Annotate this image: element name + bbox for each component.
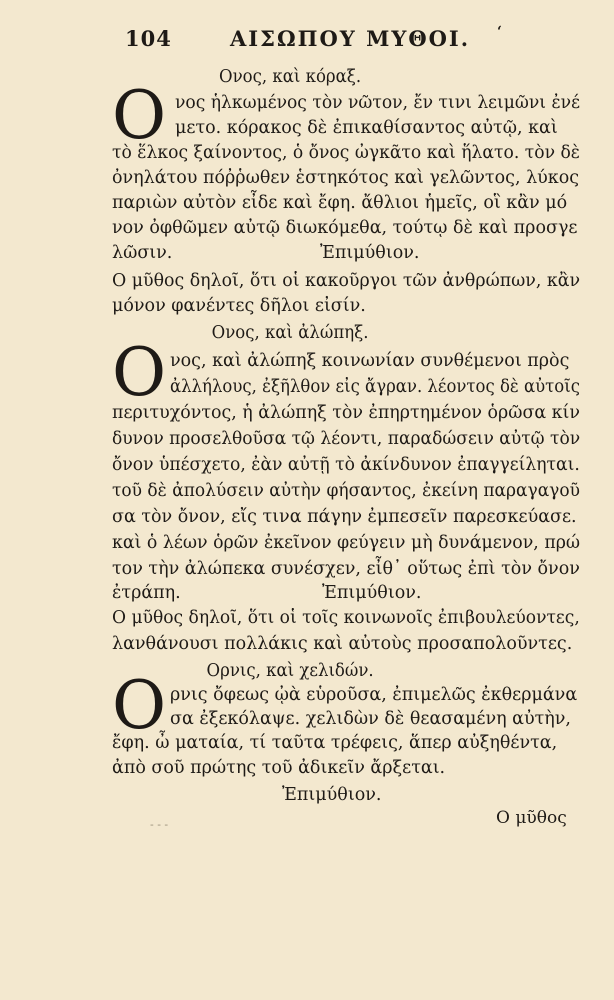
page-number: 104 [125,26,172,51]
text-line: ὄνον ὑπέσχετο, ἐὰν αὐτῇ τὸ ἀκίνδυνον ἐπαγγείληται. [112,455,580,475]
drop-cap-initial: Ο [112,334,167,411]
text-line: καὶ ὁ λέων ὁρῶν ἐκεῖνον φεύγειν μὴ δυνάμενον, πρώ [112,533,581,553]
running-title: ΑΙΣΩΠΟΥ ΜΥΘΟΙ. [230,26,471,51]
moral-line: Ο μῦθος δηλοῖ, ὅτι οἱ κακοῦργοι τῶν ἀνθρώπων, κἂν [112,271,581,291]
text-line: νον ὀφθῶμεν αὐτῷ διωκόμεθα, τούτῳ δὲ καὶ προσγε [112,218,578,238]
moral-line: Ο μῦθος δηλοῖ, ὅτι οἱ τοῖς κοινωνοῖς ἐπιβουλεύοντες, [112,608,580,628]
text-line: ἀλλήλους, ἐξῆλθον εἰς ἄγραν. λέοντος δὲ αὐτοῖς [170,377,580,397]
text-line: σα ἐξεκόλαψε. χελιδὼν δὲ θεασαμένη αὐτὴν, [170,709,571,729]
fable-title: Ονος, καὶ ἀλώπηξ. [211,323,369,343]
text-line: δυνον προσελθοῦσα τῷ λέοντι, παραδώσειν αὐτῷ τὸν [112,429,581,449]
text-line: παριὼν αὐτὸν εἶδε καὶ ἔφη. ἄθλιοι ἡμεῖς, οἳ κἂν μό [112,193,568,213]
epimythion-heading: Ἐπιμύθιον. [322,583,422,603]
text-line: περιτυχόντος, ἡ ἀλώπηξ τὸν ἐπηρτημένον ὁρῶσα κίν [112,403,580,423]
epimythion-heading: Ἐπιμύθιον. [282,785,382,805]
text-line: τὸ ἕλκος ξαίνοντος, ὁ ὄνος ὠγκᾶτο καὶ ἥλατο. τὸν δὲ [112,143,581,163]
text-line: ἔφη. ὦ ματαία, τί ταῦτα τρέφεις, ἅπερ αὐξηθέντα, [112,733,558,753]
epimythion-heading: Ἐπιμύθιον. [320,243,420,263]
text-line: λῶσιν. [112,243,173,263]
text-line: νος ἡλκωμένος τὸν νῶτον, ἔν τινι λειμῶνι ἐνέ [175,93,580,113]
moral-line: μόνον φανέντες δῆλοι εἰσίν. [112,296,366,316]
corner-mark: ‘ [497,24,503,40]
running-header [125,26,515,50]
decorative-dash: - - - [150,818,169,831]
drop-cap-initial: Ο [112,667,167,744]
fable-title: Ορνις, καὶ χελιδών. [206,661,374,681]
text-line: ρνις ὄφεως ᾠὰ εὑροῦσα, ἐπιμελῶς ἐκθερμάνα [170,685,578,705]
text-line: ἐτράπη. [112,583,181,603]
text-line: τοῦ δὲ ἀπολύσειν αὐτὴν φήσαντος, ἐκείνη παραγαγοῦ [112,481,580,501]
catchword: Ο μῦθος [496,808,567,828]
drop-cap-initial: Ο [112,77,167,154]
moral-line: λανθάνουσι πολλάκις καὶ αὐτοὺς προσαπολοῦντες. [112,634,573,654]
text-line: μετο. κόρακος δὲ ἐπικαθίσαντος αὐτῷ, καὶ [175,118,558,138]
fable-title: Ονος, καὶ κόραξ. [219,67,362,87]
text-line: σα τὸν ὄνον, εἴς τινα πάγην ἐμπεσεῖν παρεσκεύασε. [112,507,577,527]
text-line: νος, καὶ ἀλώπηξ κοινωνίαν συνθέμενοι πρὸς [170,351,570,371]
text-line: τον τὴν ἀλώπεκα συνέσχεν, εἶθ᾽ οὕτως ἐπὶ τὸν ὄνον [112,559,580,579]
text-line: ὀνηλάτου πόῤῥωθεν ἑστηκότος καὶ γελῶντος, λύκος [112,168,580,188]
text-line: ἀπὸ σοῦ πρώτης τοῦ ἀδικεῖν ἄρξεται. [112,758,446,778]
